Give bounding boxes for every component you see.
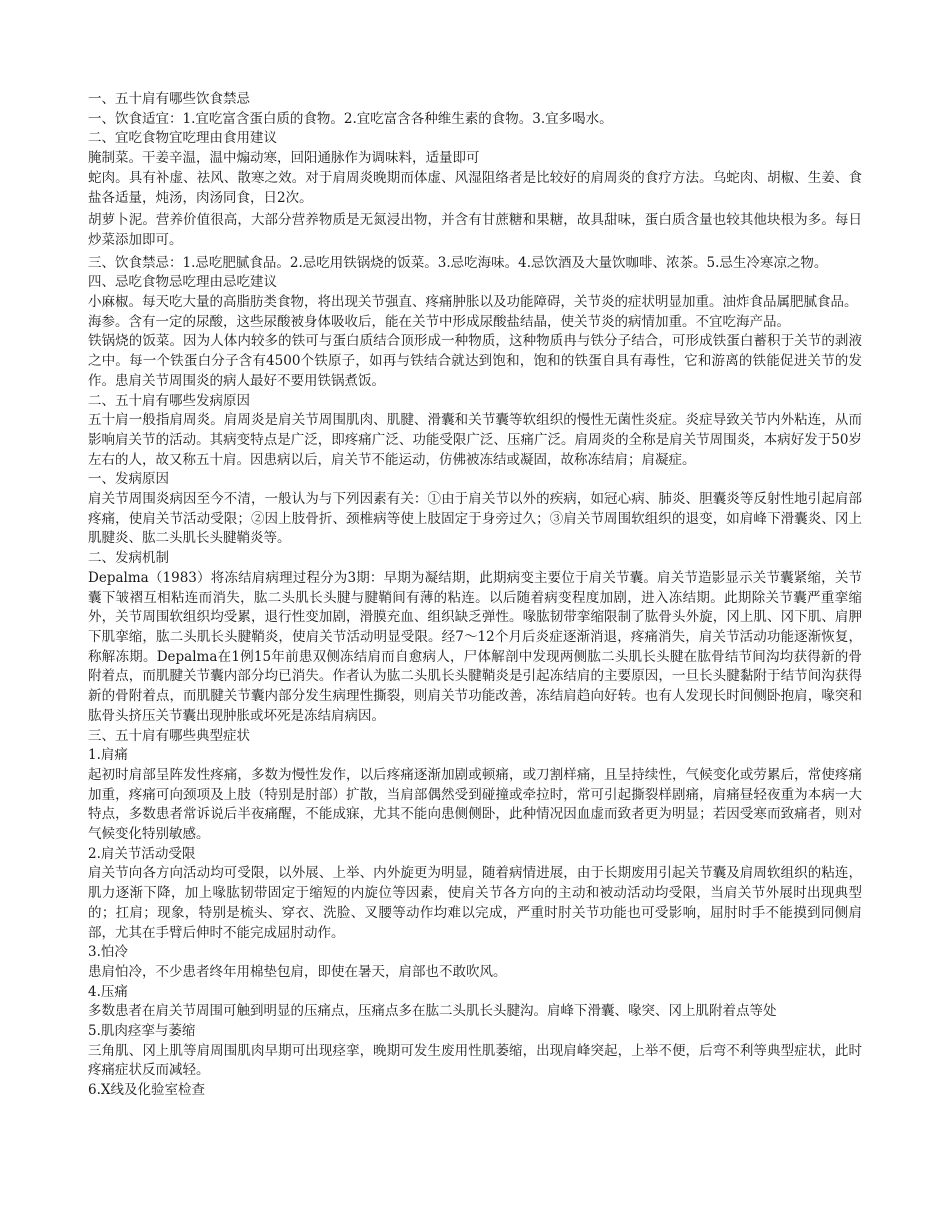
paragraph: 肩关节向各方向活动均可受限，以外展、上举、内外旋更为明显，随着病情进展，由于长期废用引起关节囊及肩周软组织的粘连，肌力逐渐下降，加上喙肱韧带固定于缩短的内旋位等因素，使肩关节各方向的主动和被动活动均受限，当肩关节外展时出现典型的；扛肩；现象，特别是梳头、穿衣、洗脸、叉腰等动作均难以完成，严重时肘关节功能也可受影响，屈肘时手不能摸到同侧肩部，尤其在手臂后伸时不能完成屈肘动作。 (88, 865, 862, 941)
section-heading: 三、五十肩有哪些典型症状 (88, 727, 250, 744)
section-heading: 二、五十肩有哪些发病原因 (88, 392, 250, 409)
paragraph: 小麻椒。每天吃大量的高脂肪类食物，将出现关节强直、疼痛肿胀以及功能障碍，关节炎的症状明显加重。油炸食品属肥腻食品。 (88, 294, 858, 311)
subsection-heading: 2.肩关节活动受限 (88, 845, 196, 862)
subsection-heading: 3.怕冷 (88, 944, 128, 961)
section-heading: 一、发病原因 (88, 471, 169, 488)
paragraph: 患肩怕冷，不少患者终年用棉垫包肩，即使在暑天，肩部也不敢吹风。 (88, 963, 507, 980)
subsection-heading: 5.肌肉痉挛与萎缩 (88, 1023, 196, 1040)
subsection-heading: 4.压痛 (88, 983, 128, 1000)
subsection-heading: 1.肩痛 (88, 747, 128, 764)
section-heading: 一、五十肩有哪些饮食禁忌 (88, 91, 250, 107)
paragraph: 铁锅烧的饭菜。因为人体内较多的铁可与蛋白质结合顶形成一种物质，这种物质冉与铁分子结合，可形成铁蛋白蓄积于关节的剥液之中。每一个铁蛋白分子含有4500个铁原子，如再与铁结合就达到饱和，饱和的铁蛋自具有毒性，它和游离的铁能促进关节的发作。患肩关节周围炎的病人最好不要用铁锅煮饭。 (88, 333, 862, 389)
paragraph: Depalma（1983）将冻结肩病理过程分为3期：早期为凝结期，此期病变主要位于肩关节囊。肩关节造影显示关节囊紧缩，关节囊下皱褶互相粘连而消失，肱二头肌长头腱与腱鞘间有薄的粘连。以后随着病变程度加剧，进入冻结期。此期除关节囊严重挛缩外，关节周围软组织均受累，退行性变加剧，滑膜充血、组织缺乏弹性。喙肱韧带挛缩限制了肱骨头外旋，冈上肌、冈下肌、肩胛下肌挛缩，肱二头肌长头腱鞘炎，使肩关节活动明显受限。经7～12个月后炎症逐渐消退，疼痛消失，肩关节活动功能逐渐恢复，称解冻期。Depalma在1例15年前患双侧冻结肩而自愈病人，尸体解剖中发现两侧肱二头肌长头腱在肱骨结节间沟均获得新的骨附着点，而肌腱关节囊内部分均已消失。作者认为肱二头肌长头腱鞘炎是引起冻结肩的主要原因，一旦长头腱黏附于结节间沟获得新的骨附着点，而肌腱关节囊内部分发生病理性撕裂，则肩关节功能改善，冻结肩趋向好转。也有人发现长时间侧卧抱肩，喙突和肱骨头挤压关节囊出现肿胀或坏死是冻结肩病因。 (88, 569, 862, 724)
paragraph: 三、饮食禁忌：1.忌吃肥腻食品。2.忌吃用铁锅烧的饭菜。3.忌吃海味。4.忌饮酒及大量饮咖啡、浓茶。5.忌生冷寒凉之物。 (88, 254, 828, 271)
paragraph: 多数患者在肩关节周围可触到明显的压痛点，压痛点多在肱二头肌长头腱沟。肩峰下滑囊、喙突、冈上肌附着点等处 (88, 1003, 777, 1020)
paragraph: 腌制菜。干姜辛温，温中煽动寒，回阳通脉作为调味料，适量即可 (88, 150, 480, 167)
section-heading: 二、宜吃食物宜吃理由食用建议 (88, 130, 277, 147)
paragraph: 蛇肉。具有补虚、祛风、散寒之效。对于肩周炎晚期而体虚、风湿阻络者是比较好的肩周炎的食疗方法。乌蛇肉、胡椒、生姜、食盐各适量，炖汤，肉汤同食，日2次。 (88, 169, 862, 206)
paragraph: 胡萝卜泥。营养价值很高，大部分营养物质是无氮浸出物，并含有甘蔗糖和果糖，故具甜味，蛋白质含量也较其他块根为多。每日炒菜添加即可。 (88, 212, 862, 248)
section-heading: 四、忌吃食物忌吃理由忌吃建议 (88, 274, 277, 291)
paragraph: 肩关节周围炎病因至今不清，一般认为与下列因素有关：①由于肩关节以外的疾病，如冠心病、肺炎、胆囊炎等反射性地引起肩部疼痛，使肩关节活动受限；②因上肢骨折、颈椎病等使上肢固定于身旁过久；③肩关节周围软组织的退变，如肩峰下滑囊炎、冈上肌腱炎、肱二头肌长头腱鞘炎等。 (88, 491, 862, 547)
section-heading: 二、发病机制 (88, 550, 169, 567)
paragraph: 五十肩一般指肩周炎。肩周炎是肩关节周围肌肉、肌腱、滑囊和关节囊等软组织的慢性无菌性炎症。炎症导致关节内外粘连，从而影响肩关节的活动。其病变特点是广泛，即疼痛广泛、功能受限广泛、压痛广泛。肩周炎的全称是肩关节周围炎，本病好发于50岁左右的人，故又称五十肩。因患病以后，肩关节不能运动，仿佛被冻结或凝固，故称冻结肩；肩凝症。 (88, 412, 862, 468)
subsection-heading: 6.X线及化验室检查 (88, 1082, 205, 1099)
paragraph: 起初时肩部呈阵发性疼痛，多数为慢性发作，以后疼痛逐渐加剧或顿痛，或刀割样痛，且呈持续性，气候变化或劳累后，常使疼痛加重，疼痛可向颈项及上肢（特别是肘部）扩散，当肩部偶然受到碰撞或牵拉时，常可引起撕裂样剧痛，肩痛昼轻夜重为本病一大特点，多数患者常诉说后半夜痛醒，不能成寐，尤其不能向患侧侧卧，此种情况因血虚而致者更为明显；若因受寒而致痛者，则对气候变化特别敏感。 (88, 766, 862, 843)
paragraph: 一、饮食适宜：1.宜吃富含蛋白质的食物。2.宜吃富含各种维生素的食物。3.宜多喝水。 (88, 110, 613, 127)
paragraph: 三角肌、冈上肌等肩周围肌肉早期可出现痉挛，晚期可发生废用性肌萎缩，出现肩峰突起，上举不便，后弯不利等典型症状，此时疼痛症状反而减轻。 (88, 1042, 862, 1079)
paragraph: 海参。含有一定的尿酸，这些尿酸被身体吸收后，能在关节中形成尿酸盐结晶，使关节炎的病情加重。不宜吃海产品。 (88, 313, 790, 330)
